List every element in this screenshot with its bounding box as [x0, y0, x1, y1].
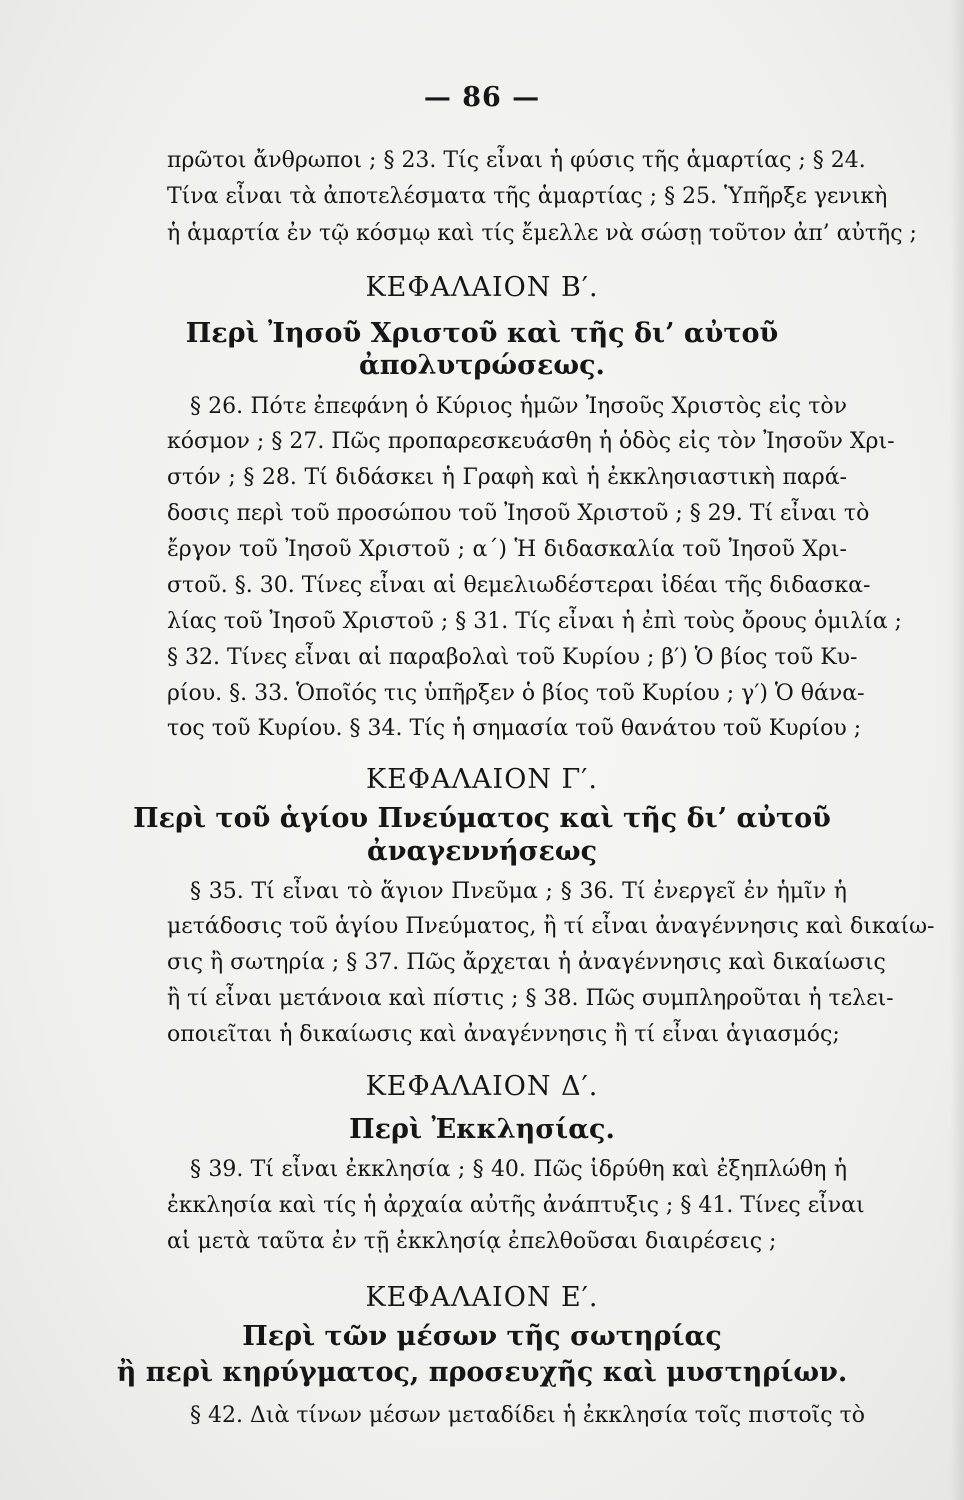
chapter-c-line: § 35. Τί εἶναι τὸ ἅγιον Πνεῦμα ; § 36. Τί ἐνεργεῖ ἐν ἡμῖν ἡ: [190, 879, 847, 904]
chapter-e-heading: ΚΕΦΑΛΑΙΟΝ Ε′.: [365, 1282, 599, 1313]
page-edge-shadow: [950, 0, 964, 1500]
chapter-d-line: ἐκκλησία καὶ τίς ἡ ἀρχαία αὐτῆς ἀνάπτυξις ; § 41. Τίνες εἶναι: [167, 1193, 865, 1218]
chapter-b-subtitle: Περὶ Ἰησοῦ Χριστοῦ καὶ τῆς δι’ αὐτοῦ: [185, 318, 779, 349]
chapter-e-subtitle: Περὶ τῶν μέσων τῆς σωτηρίας: [242, 1321, 722, 1352]
chapter-c-line: μετάδοσις τοῦ ἁγίου Πνεύματος, ἢ τί εἶναι ἀναγέννησις καὶ δικαίω-: [167, 914, 935, 939]
chapter-c-heading: ΚΕΦΑΛΑΙΟΝ Γ′.: [366, 764, 598, 795]
chapter-d-line: § 39. Τί εἶναι ἐκκλησία ; § 40. Πῶς ἱδρύθη καὶ ἐξηπλώθη ἡ: [190, 1157, 847, 1182]
intro-line: Τίνα εἶναι τὰ ἀποτελέσματα τῆς ἁμαρτίας ; § 25. Ὑπῆρξε γενικὴ: [167, 184, 888, 209]
chapter-b-heading: ΚΕΦΑΛΑΙΟΝ Β′.: [365, 272, 599, 303]
chapter-b-line: ἔργον τοῦ Ἰησοῦ Χριστοῦ ; α΄) Ἡ διδασκαλία τοῦ Ἰησοῦ Χρι-: [167, 537, 847, 562]
chapter-b-line: στόν ; § 28. Τί διδάσκει ἡ Γραφὴ καὶ ἡ ἐκκλησιαστικὴ παρά-: [167, 465, 847, 490]
chapter-b-line: ρίου. §. 33. Ὁποῖός τις ὑπῆρξεν ὁ βίος τοῦ Κυρίου ; γ′) Ὁ θάνα-: [167, 681, 865, 706]
chapter-c-line: σις ἢ σωτηρία ; § 37. Πῶς ἄρχεται ἡ ἀναγέννησις καὶ δικαίωσις: [167, 950, 886, 975]
page-number: — 86 —: [423, 82, 541, 113]
chapter-c-line: οποιεῖται ἡ δικαίωσις καὶ ἀναγέννησις ἢ τί εἶναι ἁγιασμός;: [167, 1022, 840, 1047]
chapter-c-subtitle: Περὶ τοῦ ἁγίου Πνεύματος καὶ τῆς δι’ αὐτοῦ: [133, 803, 831, 834]
chapter-b-line: στοῦ. §. 30. Τίνες εἶναι αἱ θεμελιωδέστεραι ἰδέαι τῆς διδασκα-: [167, 573, 871, 598]
chapter-c-subtitle-cont: ἀναγεννήσεως: [366, 836, 598, 867]
chapter-b-line: δοσις περὶ τοῦ προσώπου τοῦ Ἰησοῦ Χριστοῦ ; § 29. Τί εἶναι τὸ: [167, 501, 870, 526]
chapter-b-line: § 32. Τίνες εἶναι αἱ παραβολαὶ τοῦ Κυρίου ; β′) Ὁ βίος τοῦ Κυ-: [167, 645, 858, 670]
chapter-d-line: αἱ μετὰ ταῦτα ἐν τῇ ἐκκλησίᾳ ἐπελθοῦσαι διαιρέσεις ;: [167, 1229, 777, 1254]
chapter-e-line: § 42. Διὰ τίνων μέσων μεταδίδει ἡ ἐκκλησία τοῖς πιστοῖς τὸ: [190, 1403, 866, 1428]
chapter-b-line: κόσμον ; § 27. Πῶς προπαρεσκευάσθη ἡ ὁδὸς εἰς τὸν Ἰησοῦν Χρι-: [167, 429, 895, 454]
intro-line: πρῶτοι ἄνθρωποι ; § 23. Τίς εἶναι ἡ φύσις τῆς ἁμαρτίας ; § 24.: [167, 148, 866, 173]
chapter-b-subtitle-cont: ἀπολυτρώσεως.: [359, 350, 605, 381]
chapter-b-line: τος τοῦ Κυρίου. § 34. Τίς ἡ σημασία τοῦ θανάτου τοῦ Κυρίου ;: [167, 716, 862, 741]
chapter-b-line: λίας τοῦ Ἰησοῦ Χριστοῦ ; § 31. Τίς εἶναι ἡ ἐπὶ τοὺς ὄρους ὁμιλία ;: [167, 609, 902, 634]
chapter-b-line: § 26. Πότε ἐπεφάνη ὁ Κύριος ἡμῶν Ἰησοῦς Χριστὸς εἰς τὸν: [190, 394, 847, 419]
chapter-d-heading: ΚΕΦΑΛΑΙΟΝ Δ′.: [365, 1071, 599, 1102]
chapter-e-subtitle-cont: ἢ περὶ κηρύγματος, προσευχῆς καὶ μυστηρίων.: [116, 1357, 848, 1388]
intro-line: ἡ ἁμαρτία ἐν τῷ κόσμῳ καὶ τίς ἔμελλε νὰ σώσῃ τοῦτον ἀπ’ αὐτῆς ;: [167, 221, 917, 246]
chapter-d-subtitle: Περὶ Ἐκκλησίας.: [349, 1114, 615, 1145]
chapter-c-line: ἢ τί εἶναι μετάνοια καὶ πίστις ; § 38. Πῶς συμπληροῦται ἡ τελει-: [167, 986, 894, 1011]
